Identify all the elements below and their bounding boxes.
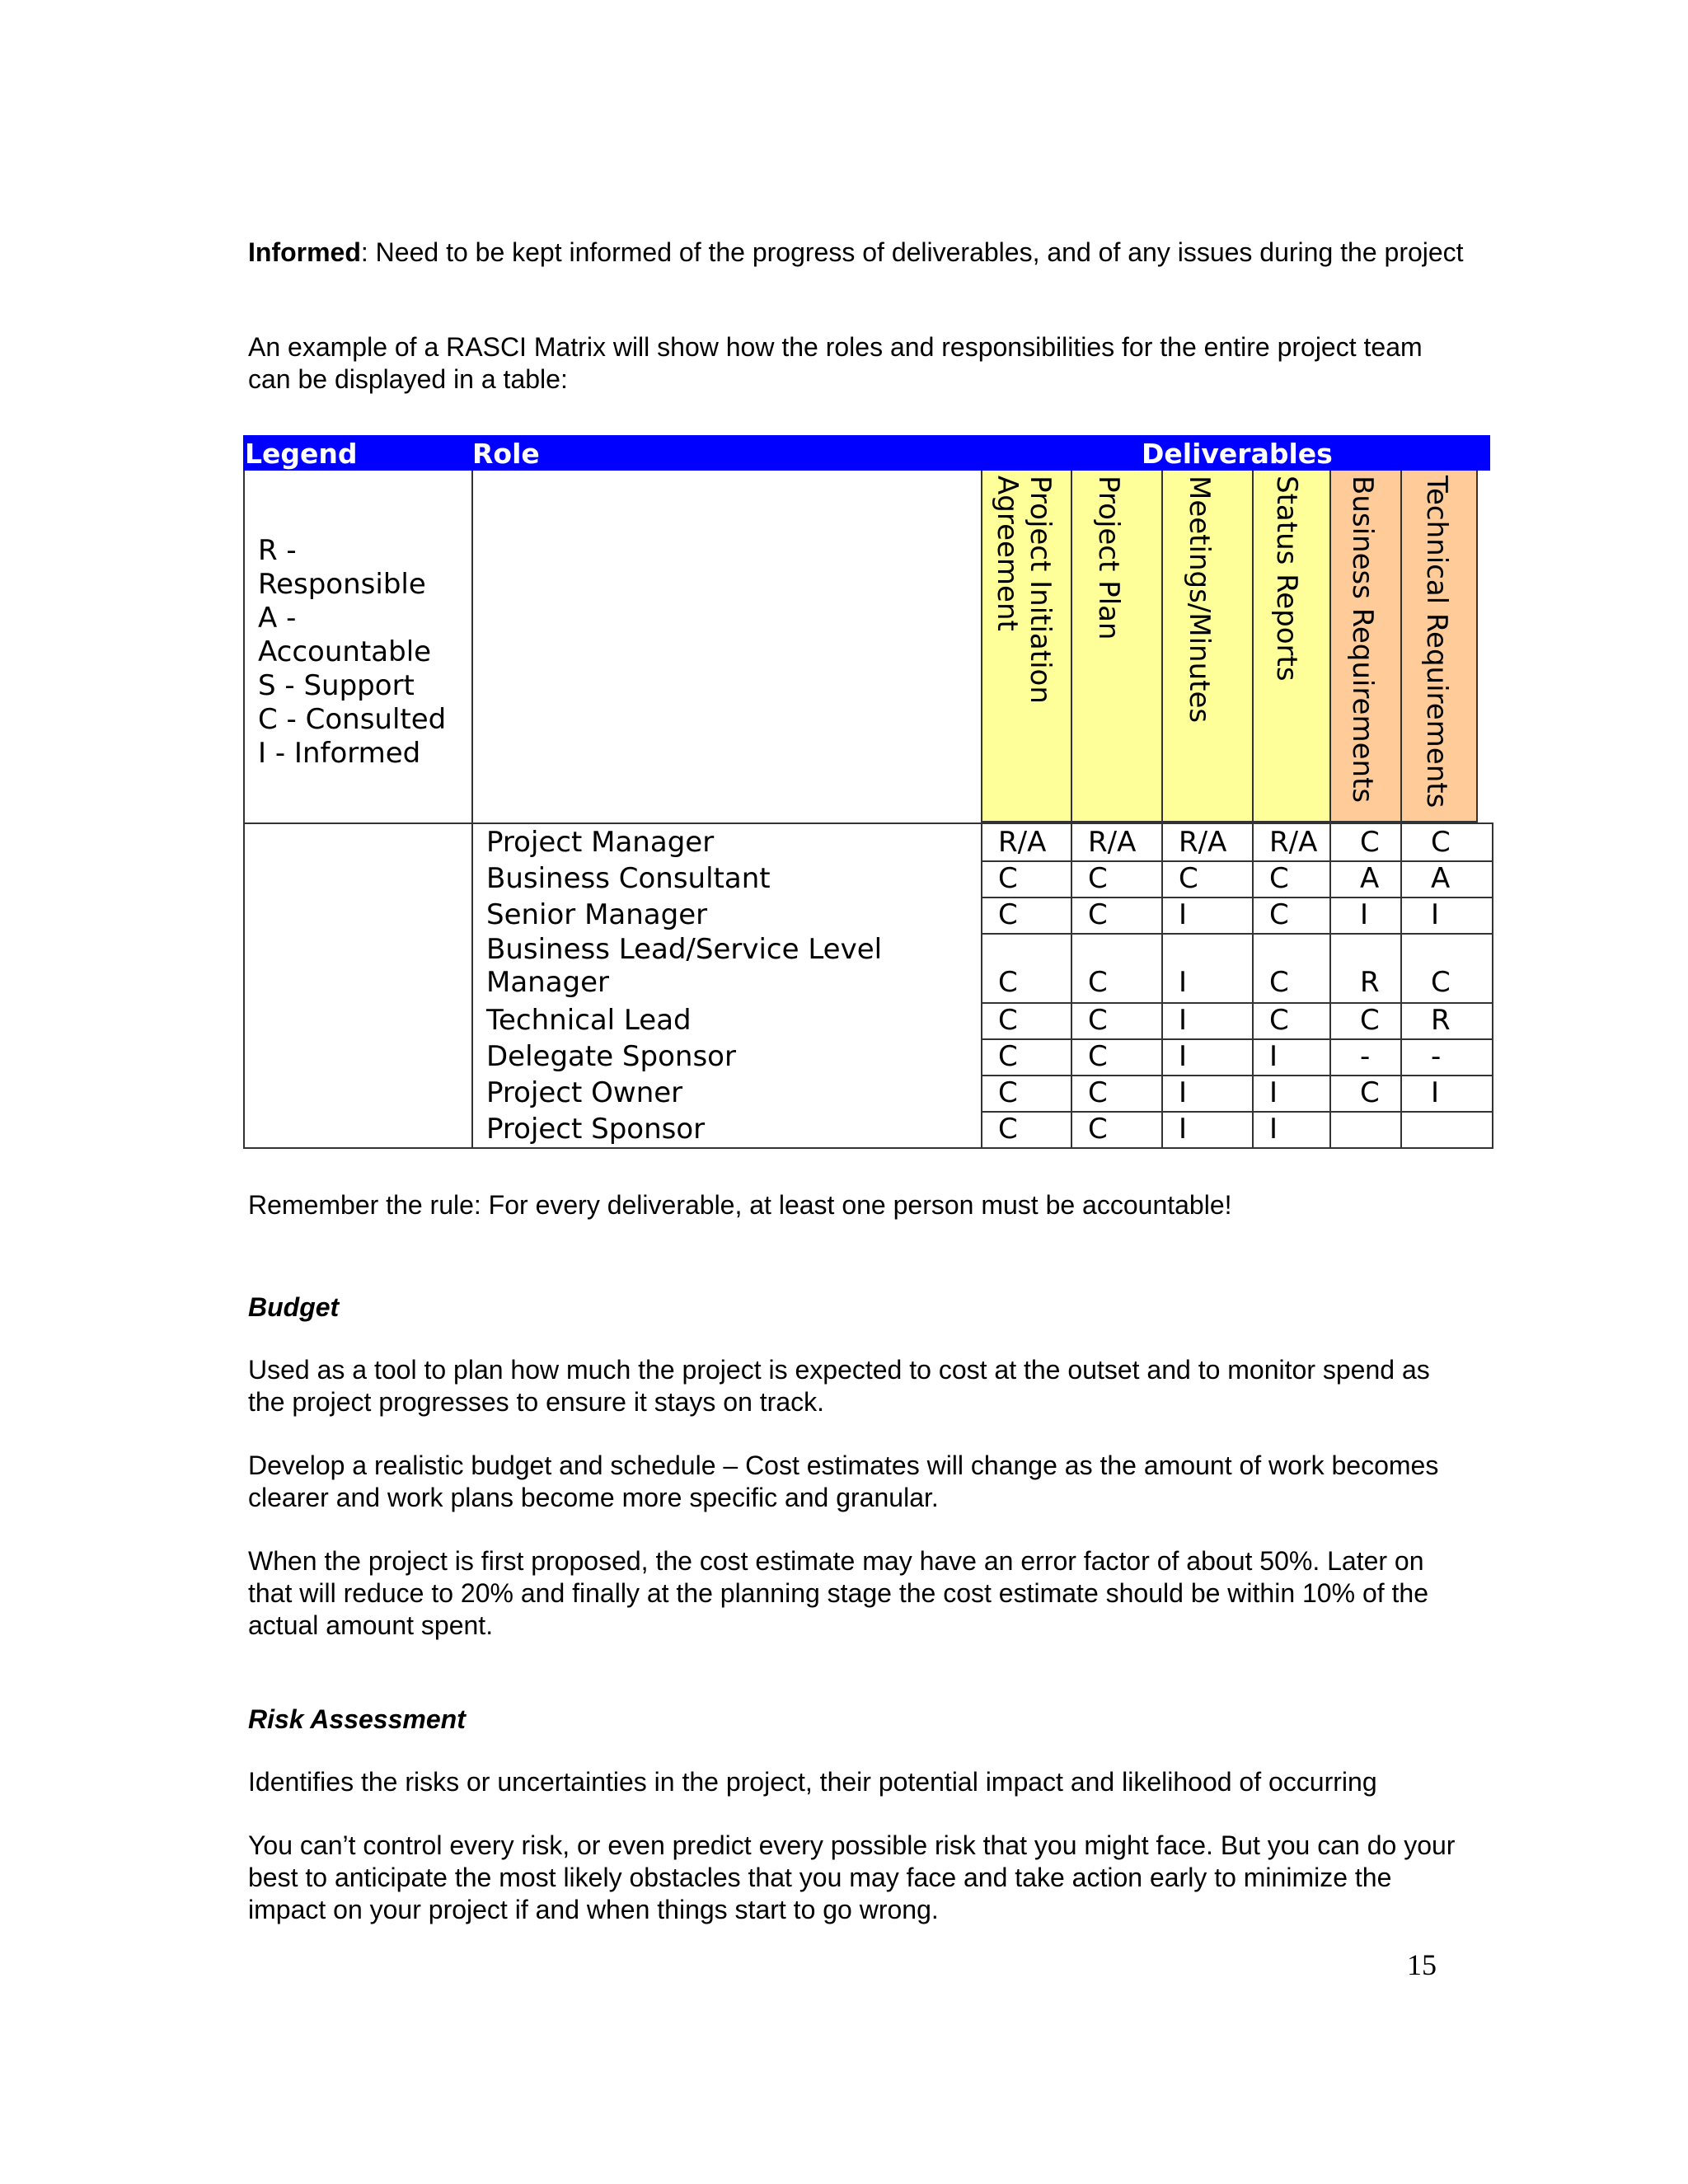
risk-paragraph-2: You can’t control every risk, or even predict every possible risk that you might face. But you can do your best to anticipate the most likely obstacles that you may face and take action early to minimize the impact on your project if and when things start to go wrong. <box>248 1830 1456 1924</box>
rasci-value: C <box>998 1076 1018 1109</box>
deliverable-label: Project Plan <box>1092 476 1125 640</box>
grid-line <box>1252 823 1254 1149</box>
rule-paragraph: Remember the rule: For every deliverable, at least one person must be accountable! <box>248 1190 1232 1220</box>
example-paragraph: An example of a RASCI Matrix will show how the roles and responsibilities for the entire project team can be displayed in a table: <box>248 332 1423 394</box>
deliverable-header-meetings-minutes <box>1161 471 1254 823</box>
rasci-value: C <box>998 1040 1018 1073</box>
deliverable-header-project-initiation-agreement <box>981 471 1072 823</box>
rasci-value: C <box>1360 1076 1380 1109</box>
grid-line <box>1400 823 1402 1149</box>
page-number: 15 <box>1407 1948 1437 1981</box>
rasci-value: I <box>1179 898 1188 931</box>
rasci-value: C <box>1269 862 1289 895</box>
grid-line <box>981 1038 1493 1040</box>
rasci-value: I <box>1179 966 1188 999</box>
rasci-value: C <box>1360 1004 1380 1037</box>
rasci-value: R <box>1360 966 1380 999</box>
legend-line: R - <box>258 534 297 567</box>
informed-paragraph <box>248 237 1468 269</box>
grid-line <box>1161 823 1163 1149</box>
rasci-value: C <box>1269 966 1289 999</box>
rasci-value: R <box>1431 1004 1451 1037</box>
role-name: Manager <box>486 966 610 999</box>
budget-paragraph-1: Used as a tool to plan how much the project is expected to cost at the outset and to monitor spend as the project progresses to ensure it stays on track. <box>248 1355 1430 1417</box>
grid-line <box>981 933 1493 935</box>
grid-line <box>981 1002 1493 1004</box>
legend-line: C - Consulted <box>258 703 447 736</box>
legend-line: A - <box>258 602 297 635</box>
grid-line <box>981 860 1493 862</box>
rasci-value: I <box>1269 1113 1278 1146</box>
risk-assessment-heading: Risk Assessment <box>248 1704 466 1734</box>
rasci-value: C <box>998 1004 1018 1037</box>
role-name: Technical Lead <box>486 1004 692 1037</box>
informed-definition: : Need to be kept informed of the progress of deliverables, and of any issues during the project <box>360 237 1464 267</box>
role-name: Delegate Sponsor <box>486 1040 736 1073</box>
role-name: Senior Manager <box>486 898 708 931</box>
rasci-value: C <box>998 898 1018 931</box>
rasci-value: C <box>1088 1113 1108 1146</box>
rasci-value: I <box>1431 1076 1440 1109</box>
rasci-value: C <box>1088 1004 1108 1037</box>
rasci-value: - <box>1360 1040 1371 1073</box>
legend-cell <box>243 471 473 824</box>
deliverable-header-technical-requirements <box>1400 471 1478 823</box>
role-name: Project Manager <box>486 826 715 859</box>
rasci-value: I <box>1269 1040 1278 1073</box>
deliverable-label: Meetings/Minutes <box>1183 476 1216 724</box>
rasci-value: I <box>1179 1004 1188 1037</box>
legend-list <box>258 534 446 771</box>
rasci-value: C <box>1088 1076 1108 1109</box>
deliverable-header-business-requirements <box>1329 471 1402 823</box>
deliverable-label: Technical Requirements <box>1420 476 1453 808</box>
rasci-value: I <box>1179 1076 1188 1109</box>
deliverable-label-line1: Project Initiation <box>1024 476 1057 704</box>
budget-paragraph-2: Develop a realistic budget and schedule – Cost estimates will change as the amount of work becomes clearer and work plans become more specific and granular. <box>248 1451 1439 1512</box>
legend-body-empty-cell <box>243 823 473 1149</box>
legend-header: Legend <box>245 438 358 470</box>
rasci-value: R/A <box>1179 826 1227 859</box>
legend-line: Responsible <box>258 568 426 601</box>
rasci-value: R/A <box>1088 826 1137 859</box>
rasci-value: C <box>1269 898 1289 931</box>
rasci-value: R/A <box>1269 826 1318 859</box>
grid-line <box>981 897 1493 898</box>
rasci-value: - <box>1431 1040 1442 1073</box>
values-body-cell <box>981 823 1493 1149</box>
rasci-value: A <box>1360 862 1380 895</box>
grid-line <box>1071 823 1072 1149</box>
budget-heading: Budget <box>248 1292 340 1322</box>
grid-line <box>981 1075 1493 1076</box>
rasci-value: A <box>1431 862 1451 895</box>
legend-line: S - Support <box>258 669 415 702</box>
legend-line: Accountable <box>258 635 432 668</box>
rasci-value: C <box>1088 966 1108 999</box>
grid-line <box>1329 823 1331 1149</box>
rasci-value: I <box>1179 1113 1188 1146</box>
deliverable-label-line2: Agreement <box>991 476 1024 631</box>
rasci-value: C <box>1179 862 1198 895</box>
deliverable-label: Status Reports <box>1270 476 1303 682</box>
legend-line: I - Informed <box>258 737 421 770</box>
risk-paragraph-1: Identifies the risks or uncertainties in the project, their potential impact and likelihood of occurring <box>248 1767 1377 1797</box>
rasci-value: C <box>1360 826 1380 859</box>
rasci-value: R/A <box>998 826 1047 859</box>
rasci-value: I <box>1179 1040 1188 1073</box>
grid-line <box>981 1111 1493 1113</box>
rasci-value: I <box>1431 898 1440 931</box>
role-name: Project Sponsor <box>486 1113 706 1146</box>
rasci-value: C <box>998 1113 1018 1146</box>
role-name: Project Owner <box>486 1076 683 1109</box>
rasci-value: C <box>998 966 1018 999</box>
rasci-value: C <box>1269 1004 1289 1037</box>
role-name: Business Lead/Service Level <box>486 933 883 966</box>
rasci-matrix-table <box>243 435 1497 1149</box>
rasci-value: C <box>1088 898 1108 931</box>
rasci-value: I <box>1360 898 1369 931</box>
rasci-value: C <box>1088 862 1108 895</box>
deliverable-header-project-plan <box>1071 471 1163 823</box>
deliverable-label: Business Requirements <box>1346 476 1379 804</box>
deliverable-header-status-reports <box>1252 471 1331 823</box>
role-name: Business Consultant <box>486 862 771 895</box>
budget-paragraph-3: When the project is first proposed, the cost estimate may have an error factor of about 50%. Later on that will reduce to 20% and finally at the planning stage the cost estimate should be within 10% of the actual amount spent. <box>248 1546 1428 1640</box>
role-header: Role <box>472 438 540 470</box>
rasci-value: C <box>1088 1040 1108 1073</box>
rasci-value: C <box>1431 966 1451 999</box>
informed-term: Informed <box>248 237 361 267</box>
rasci-value: C <box>1431 826 1451 859</box>
role-header-empty-cell <box>471 471 982 824</box>
rasci-value: C <box>998 862 1018 895</box>
rasci-value: I <box>1269 1076 1278 1109</box>
deliverables-header: Deliverables <box>1142 438 1333 470</box>
